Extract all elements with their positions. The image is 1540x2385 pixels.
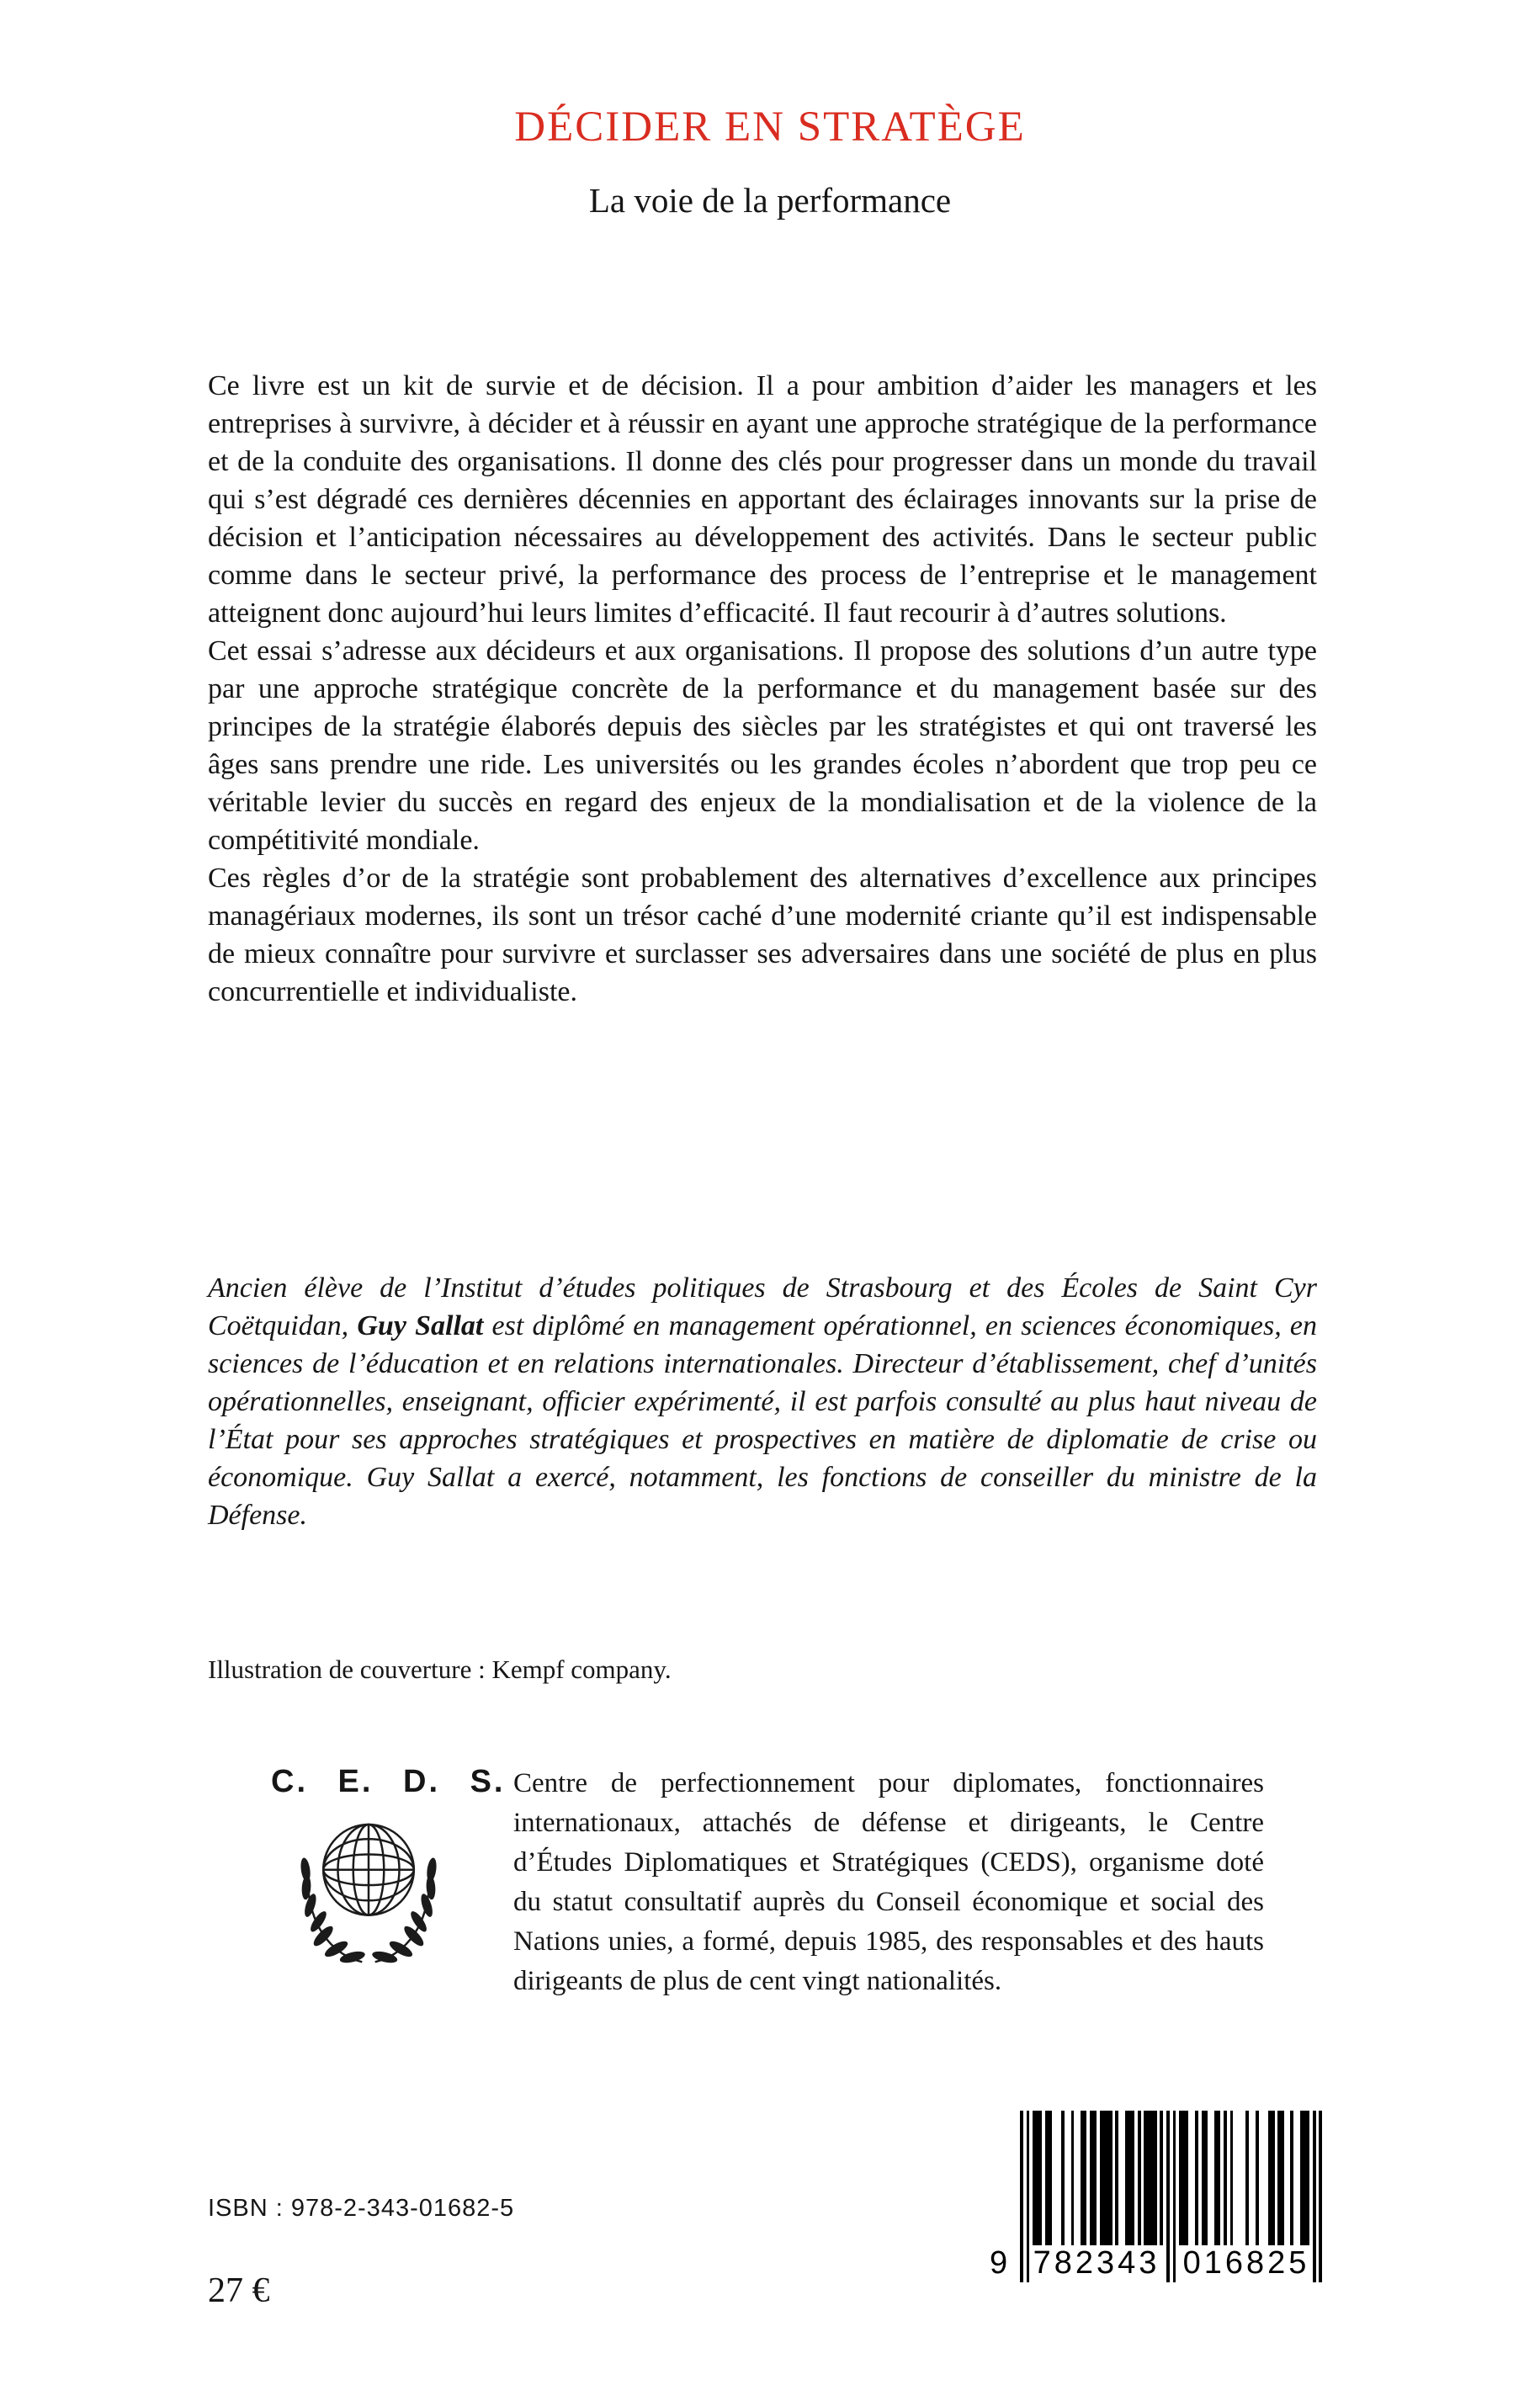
ceds-logo-letters: C. E. D. S. (271, 1764, 506, 1799)
barcode-digit-system: 9 (990, 2245, 1008, 2281)
barcode-digits-left: 782343 (1033, 2245, 1160, 2281)
cover-illustration-credit: Illustration de couverture : Kempf company. (208, 1655, 672, 1684)
author-bio-after-name: est diplômé en management opérationnel, en sciences économiques, en sciences de l’éducation et en relations internationales. Directeur d’établissement, chef d’unités opérationnelles, enseignant, officier expérimenté, il est parfois consulté au plus haut niveau de l’État pour ses approches stratégiques et prospectives en matière de diplomatie de crise ou économique. Guy Sallat a exercé, notamment, les fonctions de conseiller du ministre de la Défense. (208, 1310, 1317, 1531)
synopsis-paragraph-3: Ces règles d’or de la stratégie sont probablement des alternatives d’excellence aux principes managériaux modernes, ils sont un trésor caché d’une modernité criante qu’il est indispensable de mieux connaître pour survivre et surclasser ses adversaires dans une société de plus en plus concurrentielle et individualiste. (208, 863, 1317, 1007)
author-bio-before-name: Ancien élève de l’Institut d’études politiques de Strasbourg et des Écoles de Saint Cyr Coëtquidan, (208, 1272, 1317, 1341)
book-title: DÉCIDER EN STRATÈGE (514, 104, 1026, 151)
barcode (990, 2111, 1323, 2291)
price-text: 27 € (208, 2271, 270, 2310)
isbn-text: ISBN : 978-2-343-01682-5 (208, 2195, 515, 2222)
barcode-digits-right: 016825 (1182, 2245, 1310, 2281)
synopsis-paragraph-2: Cet essai s’adresse aux décideurs et aux organisations. Il propose des solutions d’un autre type par une approche stratégique concrète de la performance et du management basée sur des principes de la stratégie élaborés depuis des siècles par les stratégistes et qui ont traversé les âges sans prendre une ride. Les universités ou les grandes écoles n’abordent que trop peu ce véritable levier du succès en regard des enjeux de la mondialisation et de la violence de la compétitivité mondiale. (208, 635, 1317, 856)
publisher-description: Centre de perfectionnement pour diplomates, fonctionnaires internationaux, attachés de défense et dirigeants, le Centre d’Études Diplomatiques et Stratégiques (CEDS), organisme doté du statut consultatif auprès du Conseil économique et social des Nations unies, a formé, depuis 1985, des responsables et des hauts dirigeants de plus de cent vingt nationalités. (513, 1768, 1264, 1996)
book-subtitle: La voie de la performance (588, 181, 952, 220)
synopsis (208, 367, 1317, 1011)
author-bio (208, 1240, 1317, 1563)
author-name: Guy Sallat (357, 1310, 484, 1341)
barcode-number (990, 2245, 1323, 2281)
publisher-block (271, 1764, 1264, 2001)
ceds-logo (271, 1764, 506, 1973)
globe-laurel-emblem (271, 1803, 466, 1968)
author-bio-paragraph (208, 1269, 1317, 1534)
synopsis-paragraph-1: Ce livre est un kit de survie et de décision. Il a pour ambition d’aider les managers et les entreprises à survivre, à décider et à réussir en ayant une approche stratégique de la performance et de la conduite des organisations. Il donne des clés pour progresser dans un monde du travail qui s’est dégradé ces dernières décennies en apportant des éclairages innovants sur la prise de décision et l’anticipation nécessaires au développement des activités. Dans le secteur public comme dans le secteur privé, la performance des process de l’entreprise et le management atteignent donc aujourd’hui leurs limites d’efficacité. Il faut recourir à d’autres solutions. (208, 370, 1317, 629)
